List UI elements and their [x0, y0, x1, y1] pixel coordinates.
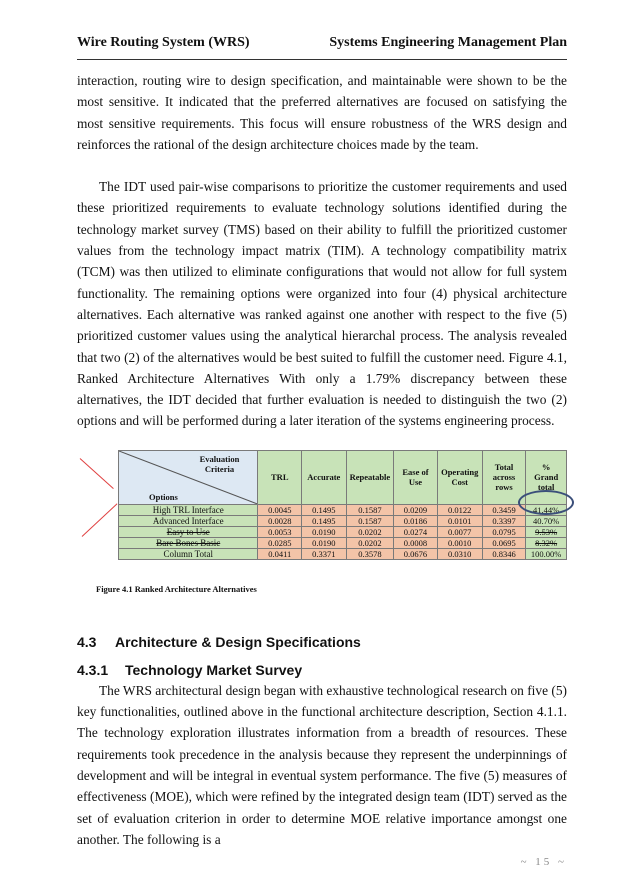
- value-cell: 0.1587: [346, 504, 394, 515]
- section-heading: [77, 632, 567, 652]
- column-header: % Grand total: [526, 450, 567, 504]
- column-header: TRL: [258, 450, 302, 504]
- option-cell: Bare Bones Basic: [119, 537, 258, 548]
- value-cell: 0.0190: [302, 526, 347, 537]
- option-cell: Column Total: [119, 548, 258, 559]
- value-cell: 0.0008: [394, 537, 438, 548]
- value-cell: 0.1587: [346, 515, 394, 526]
- table-row: [119, 504, 567, 515]
- paragraph: interaction, routing wire to design specification, and maintainable were shown to be the most sensitive. It indicated that the preferred alternatives are focused on satisfying the most sensitive requirements. This focus will ensure robustness of the WRS design and reinforces the rational of the design architecture choices made by the team.: [77, 73, 567, 152]
- value-cell: 9.53%: [526, 526, 567, 537]
- value-cell: 0.0285: [258, 537, 302, 548]
- column-header: Ease of Use: [394, 450, 438, 504]
- paragraph: The WRS architectural design began with exhaustive technological research on five (5) key functionalities, outlined above in the functional architecture description, Section 4.1.1. The technology exploration illustrates information from a breadth of resources. These requirements took precedence in the analysis because they represent the underpinnings of development and will be integral in eventual system performance. The five (5) measures of effectiveness (MOE), which were refined by the integrated design team (IDT) served as the set of evaluation criterion in order to determine MOE relative importance amongst one another. The following is a: [77, 682, 567, 847]
- value-cell: 0.3397: [482, 515, 526, 526]
- value-cell: 0.0202: [346, 526, 394, 537]
- value-cell: 0.8346: [482, 548, 526, 559]
- value-cell: 0.0053: [258, 526, 302, 537]
- header-left: Wire Routing System (WRS): [77, 35, 250, 50]
- value-cell: 41.44%: [526, 504, 567, 515]
- ranked-alternatives-table: [118, 450, 567, 560]
- value-cell: 0.0122: [437, 504, 482, 515]
- value-cell: 0.0028: [258, 515, 302, 526]
- value-cell: 0.0190: [302, 537, 347, 548]
- value-cell: 0.0045: [258, 504, 302, 515]
- subsection-title: Technology Market Survey: [125, 661, 303, 678]
- value-cell: 0.0209: [394, 504, 438, 515]
- header-right: Systems Engineering Management Plan: [329, 35, 567, 50]
- value-cell: 0.0186: [394, 515, 438, 526]
- value-cell: 40.70%: [526, 515, 567, 526]
- column-header: Total across rows: [482, 450, 526, 504]
- red-arrow: [82, 503, 118, 536]
- paragraph: The IDT used pair-wise comparisons to prioritize the customer requirements and used these prioritized requirements to evaluate technology solutions identified during the technology market survey (TMS) based on their ability to fulfill the prioritized customer values from the technology impact matrix (TIM). A technology compatibility matrix (TCM) was then utilized to eliminate configurations that would not allow for full system functionality. The remaining options were organized into four (4) physical architecture alternatives. Each alternative was ranked against one another with respect to the five (5) prioritized customer values using the analytical hierarchal process. The analysis revealed that two (2) of the alternatives would be best suited to fulfill the customer need. Figure 4.1, Ranked Architecture Alternatives With only a 1.79% discrepancy between these alternatives, the IDT decided that further evaluation is needed to distinguish the two (2) options and will be performed during a later iteration of the systems engineering process.: [77, 179, 567, 429]
- option-cell: Easy to Use: [119, 526, 258, 537]
- value-cell: 8.32%: [526, 537, 567, 548]
- value-cell: 0.0310: [437, 548, 482, 559]
- option-cell: High TRL Interface: [119, 504, 258, 515]
- value-cell: 0.3578: [346, 548, 394, 559]
- page-header: [77, 34, 567, 52]
- value-cell: 0.0274: [394, 526, 438, 537]
- option-cell: Advanced Interface: [119, 515, 258, 526]
- corner-header: [119, 450, 258, 504]
- value-cell: 100.00%: [526, 548, 567, 559]
- section-title: Architecture & Design Specifications: [115, 633, 361, 650]
- column-header: Accurate: [302, 450, 347, 504]
- table-row: [119, 515, 567, 526]
- value-cell: 0.0411: [258, 548, 302, 559]
- column-header: Operating Cost: [437, 450, 482, 504]
- section-number: 4.3: [77, 633, 97, 650]
- value-cell: 0.3459: [482, 504, 526, 515]
- subsection-heading: [77, 660, 567, 680]
- criteria-label: Evaluation Criteria: [199, 453, 240, 474]
- column-header: Repeatable: [346, 450, 394, 504]
- value-cell: 0.0010: [437, 537, 482, 548]
- table-row: [119, 548, 567, 559]
- figure: [77, 450, 567, 560]
- options-label: Options: [149, 491, 178, 502]
- value-cell: 0.0695: [482, 537, 526, 548]
- table-row: [119, 526, 567, 537]
- page-number: ~ 15 ~: [520, 856, 567, 869]
- value-cell: 0.0202: [346, 537, 394, 548]
- header-rule: [77, 59, 567, 60]
- value-cell: 0.0676: [394, 548, 438, 559]
- figure-caption: Figure 4.1 Ranked Architecture Alternatives: [96, 583, 257, 594]
- value-cell: 0.0101: [437, 515, 482, 526]
- value-cell: 0.0077: [437, 526, 482, 537]
- red-arrow: [80, 458, 114, 489]
- subsection-number: 4.3.1: [77, 661, 109, 678]
- value-cell: 0.0795: [482, 526, 526, 537]
- value-cell: 0.1495: [302, 504, 347, 515]
- table-row: [119, 537, 567, 548]
- value-cell: 0.3371: [302, 548, 347, 559]
- value-cell: 0.1495: [302, 515, 347, 526]
